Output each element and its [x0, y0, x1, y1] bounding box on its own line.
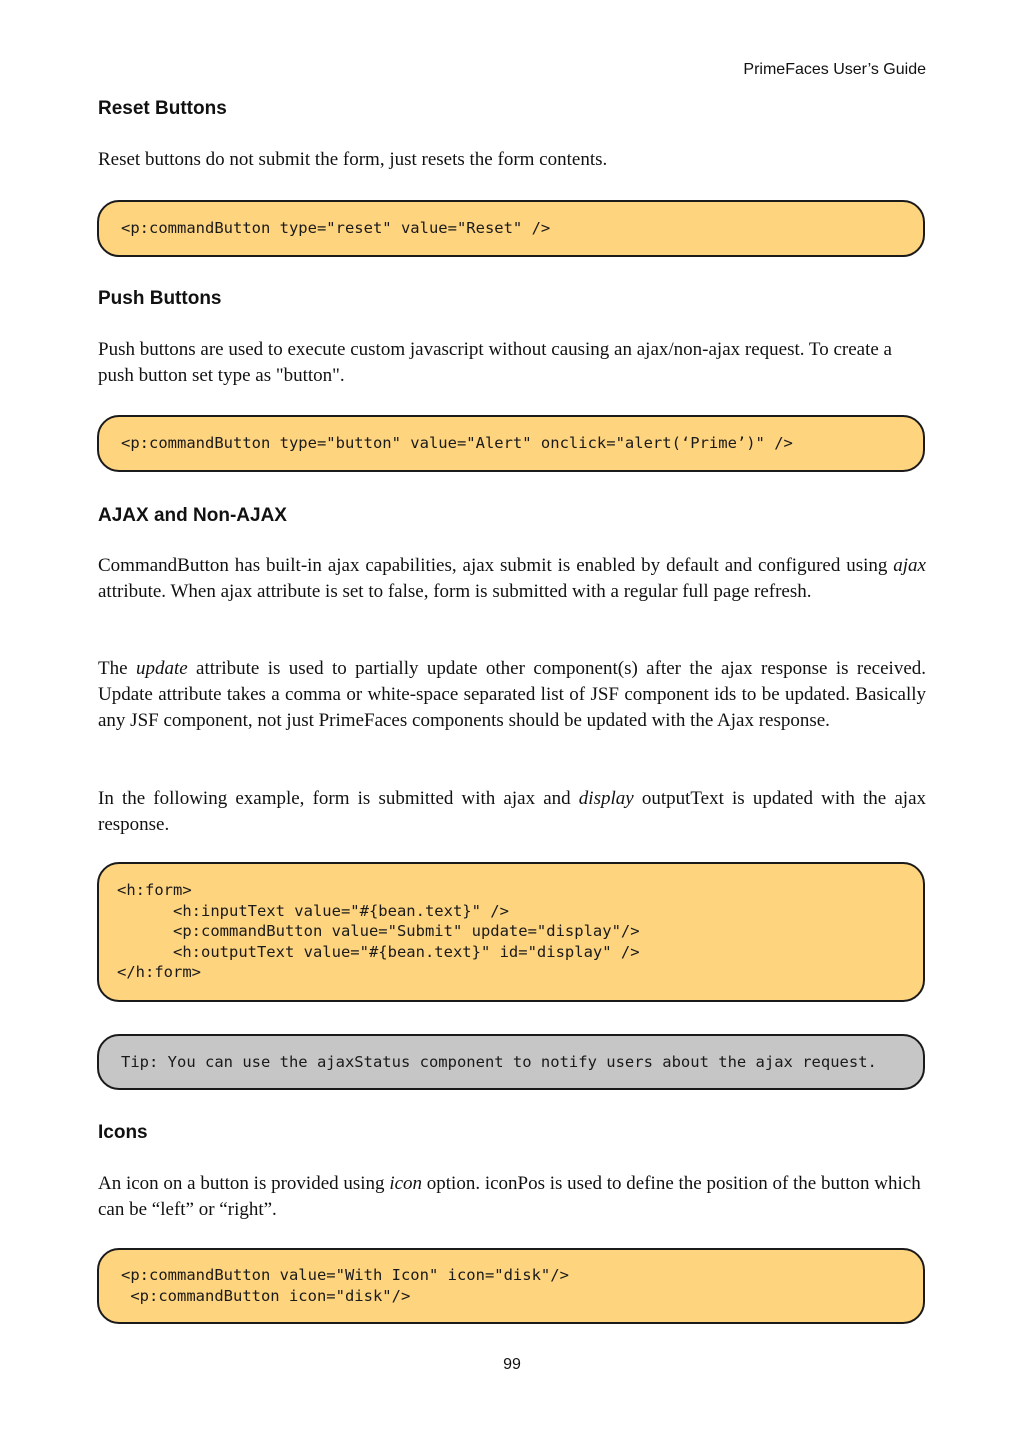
- code-line: <p:commandButton icon="disk"/>: [121, 1286, 411, 1305]
- section-heading-ajax: AJAX and Non-AJAX: [98, 505, 287, 526]
- paragraph-reset-buttons: Reset buttons do not submit the form, just resets the form contents.: [98, 149, 608, 170]
- paragraph-icons: An icon on a button is provided using icon option. iconPos is used to define the position of the button which can be “left” or “right”.: [98, 1173, 921, 1220]
- emphasis-display: display: [578, 788, 634, 809]
- emphasis-icon: icon: [389, 1173, 423, 1194]
- emphasis-ajax: ajax: [893, 555, 926, 576]
- section-heading-push-buttons: Push Buttons: [98, 288, 222, 309]
- code-block-push: [97, 415, 925, 472]
- section-heading-reset-buttons: Reset Buttons: [98, 98, 227, 119]
- page-number: 99: [503, 1356, 521, 1373]
- code-line: <h:outputText value="#{bean.text}" id="display" />: [117, 942, 640, 961]
- paragraph-push-buttons: Push buttons are used to execute custom javascript without causing an ajax/non-ajax request. To create a push button set type as "button".: [98, 339, 892, 386]
- code-line: <p:commandButton value="With Icon" icon="disk"/>: [121, 1266, 569, 1284]
- code-block-reset: [97, 200, 925, 257]
- emphasis-update: update: [135, 658, 188, 679]
- running-header: PrimeFaces User’s Guide: [743, 61, 926, 78]
- code-block-icons: [97, 1248, 925, 1324]
- tip-text: Tip: You can use the ajaxStatus component to notify users about the ajax request.: [121, 1052, 877, 1071]
- code-line: <h:form>: [117, 881, 192, 899]
- code-line: <p:commandButton type="reset" value="Reset" />: [121, 219, 551, 238]
- tip-box: [97, 1034, 925, 1090]
- code-line: <p:commandButton type="button" value="Alert" onclick="alert(‘Prime’)" />: [121, 434, 793, 453]
- code-line: <p:commandButton value="Submit" update="display"/>: [117, 922, 640, 940]
- paragraph-example-intro: In the following example, form is submitted with ajax and display outputText is updated with the ajax response.: [98, 788, 926, 835]
- section-heading-icons: Icons: [98, 1122, 148, 1143]
- paragraph-update-attribute: The update attribute is used to partially update other component(s) after the ajax response is received. Update attribute takes a comma or white-space separated list of JSF component ids to be updated. Basically any JSF component, not just PrimeFaces components should be updated with the Ajax response.: [98, 658, 927, 731]
- code-line: </h:form>: [117, 963, 201, 981]
- paragraph-ajax-capabilities: CommandButton has built-in ajax capabilities, ajax submit is enabled by default and configured using ajax attribute. When ajax attribute is set to false, form is submitted with a regular full page refresh.: [98, 555, 926, 602]
- code-line: <h:inputText value="#{bean.text}" />: [117, 901, 509, 920]
- code-block-ajax-form: [97, 862, 925, 1002]
